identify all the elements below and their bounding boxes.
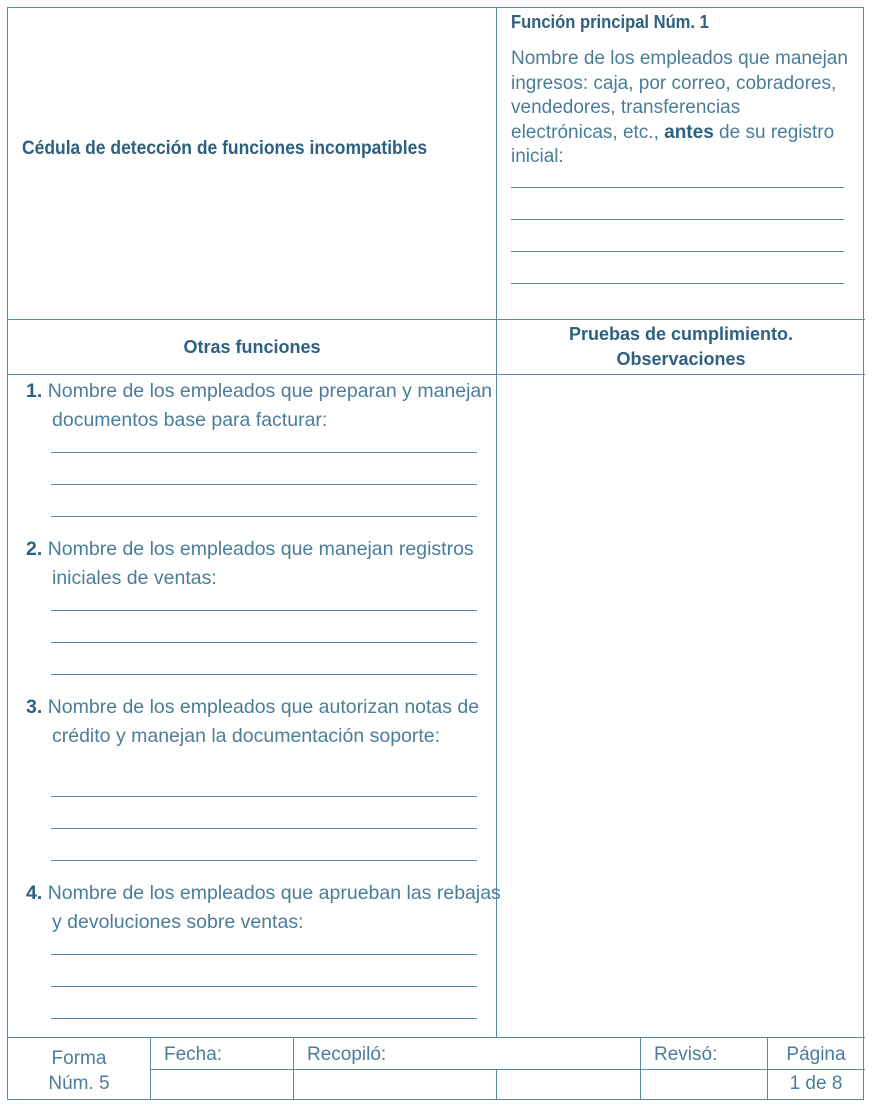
- compiled-by-field[interactable]: [294, 1070, 640, 1100]
- list-item: 3. Nombre de los empleados que autorizan notas de crédito y manejan la documentación soporte:: [26, 696, 480, 747]
- answer-line[interactable]: [51, 954, 477, 955]
- answer-line[interactable]: [51, 452, 477, 453]
- header-divider: [8, 319, 865, 320]
- left-column-header: Otras funciones: [183, 337, 321, 357]
- form-sheet: [7, 7, 864, 1100]
- answer-line[interactable]: [511, 219, 844, 220]
- document-title: Cédula de detección de funciones incompatibles: [22, 138, 428, 159]
- main-function-description: Nombre de los empleados que manejan ingresos: caja, por correo, cobradores, vendedores, transferencias electrónicas, etc., antes de su registro inicial:: [511, 48, 848, 167]
- answer-line[interactable]: [511, 251, 844, 252]
- list-item: 1. Nombre de los empleados que preparan y manejan documentos base para facturar:: [26, 380, 493, 431]
- compiled-by-label: Recopiló:: [307, 1044, 387, 1065]
- list-item: 4. Nombre de los empleados que aprueban las rebajas y devoluciones sobre ventas:: [26, 882, 501, 933]
- column-header-divider: [8, 374, 865, 375]
- page-number: 1 de 8: [789, 1073, 843, 1094]
- answer-line[interactable]: [51, 642, 477, 643]
- answer-line[interactable]: [51, 610, 477, 611]
- answer-line[interactable]: [51, 860, 477, 861]
- emphasis-word: antes: [664, 121, 714, 143]
- answer-line[interactable]: [511, 283, 844, 284]
- date-label: Fecha:: [164, 1044, 223, 1065]
- answer-line[interactable]: [51, 674, 477, 675]
- right-column-header: Pruebas de cumplimiento. Observaciones: [568, 324, 794, 369]
- reviewed-by-field[interactable]: [641, 1070, 767, 1100]
- answer-line[interactable]: [51, 1018, 477, 1019]
- reviewed-by-label: Revisó:: [654, 1044, 718, 1065]
- answer-line[interactable]: [51, 828, 477, 829]
- answer-line[interactable]: [51, 796, 477, 797]
- main-function-heading: Función principal Núm. 1: [511, 12, 709, 32]
- list-item: 2. Nombre de los empleados que manejan registros iniciales de ventas:: [26, 538, 474, 589]
- answer-line[interactable]: [511, 187, 844, 188]
- page-label: Página: [786, 1044, 846, 1065]
- date-field[interactable]: [151, 1070, 293, 1100]
- footer-divider: [8, 1037, 865, 1038]
- answer-line[interactable]: [51, 986, 477, 987]
- form-number-label: Forma Núm. 5: [48, 1048, 110, 1094]
- answer-line[interactable]: [51, 516, 477, 517]
- answer-line[interactable]: [51, 484, 477, 485]
